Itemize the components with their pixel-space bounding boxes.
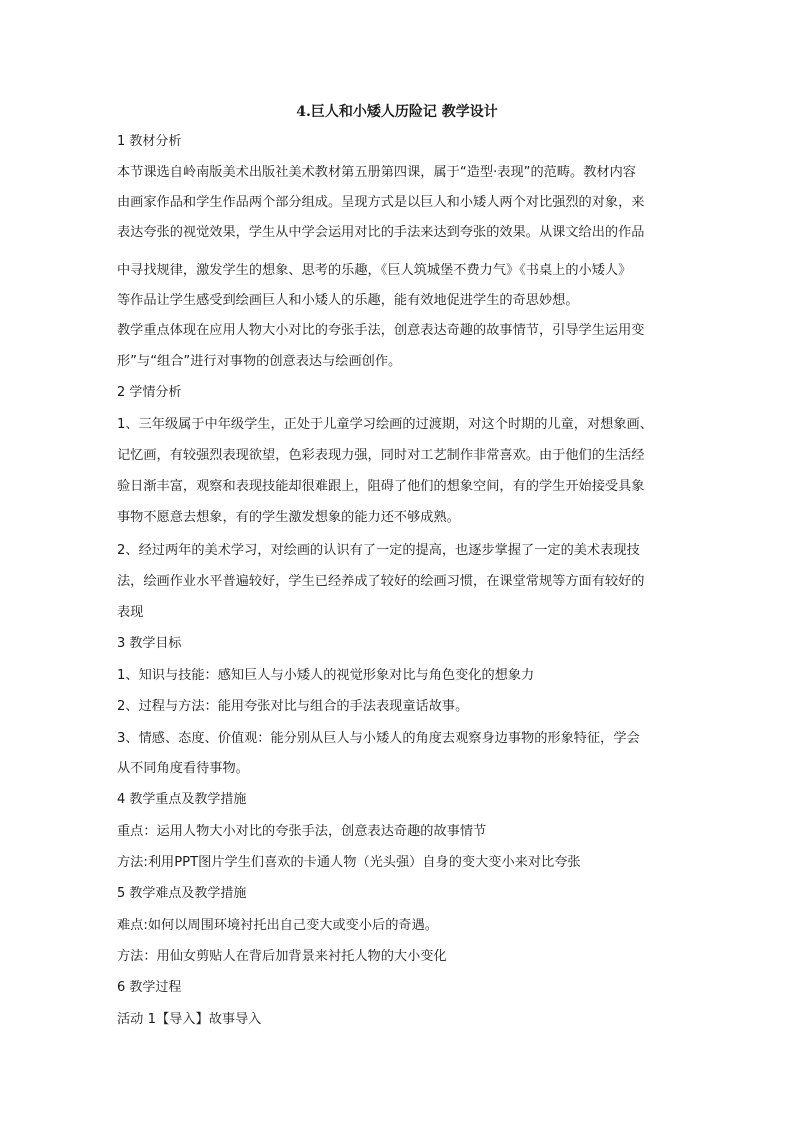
paragraph-line: 1、三年级属于中年级学生，正处于儿童学习绘画的过渡期，对这个时期的儿童，对想象画、 xyxy=(117,417,653,432)
section-heading-key-points: 4 教学重点及教学措施 xyxy=(117,792,247,807)
paragraph-line: 1、知识与技能：感知巨人与小矮人的视觉形象对比与角色变化的想象力 xyxy=(117,668,535,683)
paragraph-line: 表现 xyxy=(117,605,144,620)
paragraph-line: 等作品让学生感受到绘画巨人和小矮人的乐趣，能有效地促进学生的奇思妙想。 xyxy=(117,293,579,308)
paragraph-line: 表达夸张的视觉效果，学生从中学会运用对比的手法来达到夸张的效果。从课文给出的作品 xyxy=(117,225,645,240)
paragraph-line: 难点:如何以周围环境衬托出自己变大或变小后的奇遇。 xyxy=(117,918,438,933)
paragraph-line: 教学重点体现在应用人物大小对比的夸张手法，创意表达奇趣的故事情节，引导学生运用变 xyxy=(117,323,645,338)
section-heading-teaching-material: 1 教材分析 xyxy=(117,134,182,149)
paragraph-line: 2、过程与方法：能用夸张对比与组合的手法表现童话故事。 xyxy=(117,699,469,714)
paragraph-line: 中寻找规律，激发学生的想象、思考的乐趣，《巨人筑城堡不费力气》《书桌上的小矮人》 xyxy=(117,263,632,278)
paragraph-line: 事物不愿意去想象，有的学生激发想象的能力还不够成熟。 xyxy=(117,510,460,525)
section-heading-student-analysis: 2 学情分析 xyxy=(117,385,182,400)
paragraph-line: 活动 1【导入】故事导入 xyxy=(117,1012,262,1027)
paragraph-line: 本节课选自岭南版美术出版社美术教材第五册第四课，属于“造型·表现”的范畴。教材内容 xyxy=(117,165,636,180)
paragraph-line: 从不同角度看待事物。 xyxy=(117,761,249,776)
section-heading-difficulties: 5 教学难点及教学措施 xyxy=(117,886,247,901)
paragraph-line: 形”与“组合”进行对事物的创意表达与绘画创作。 xyxy=(117,354,402,369)
paragraph-line: 验日渐丰富，观察和表现技能却很难跟上，阻碍了他们的想象空间，有的学生开始接受具象 xyxy=(117,479,645,494)
document-title: 4.巨人和小矮人历险记 教学设计 xyxy=(296,104,498,120)
paragraph-line: 重点：运用人物大小对比的夸张手法，创意表达奇趣的故事情节 xyxy=(117,824,487,839)
paragraph-line: 方法:利用PPT图片学生们喜欢的卡通人物（光头强）自身的变大变小来对比夸张 xyxy=(117,855,581,870)
paragraph-line: 记忆画，有较强烈表现欲望，色彩表现力强，同时对工艺制作非常喜欢。由于他们的生活经 xyxy=(117,448,645,463)
paragraph-line: 由画家作品和学生作品两个部分组成。呈现方式是以巨人和小矮人两个对比强烈的对象，来 xyxy=(117,195,645,210)
paragraph-line: 方法：用仙女剪贴人在背后加背景来衬托人物的大小变化 xyxy=(117,949,447,964)
paragraph-line: 法，绘画作业水平普遍较好，学生已经养成了较好的绘画习惯，在课堂常规等方面有较好的 xyxy=(117,574,645,589)
paragraph-line: 3、情感、态度、价值观：能分别从巨人与小矮人的角度去观察身边事物的形象特征，学会 xyxy=(117,731,640,746)
section-heading-teaching-process: 6 教学过程 xyxy=(117,980,182,995)
section-heading-teaching-goals: 3 教学目标 xyxy=(117,636,182,651)
paragraph-line: 2、经过两年的美术学习，对绘画的认识有了一定的提高，也逐步掌握了一定的美术表现技 xyxy=(117,543,640,558)
